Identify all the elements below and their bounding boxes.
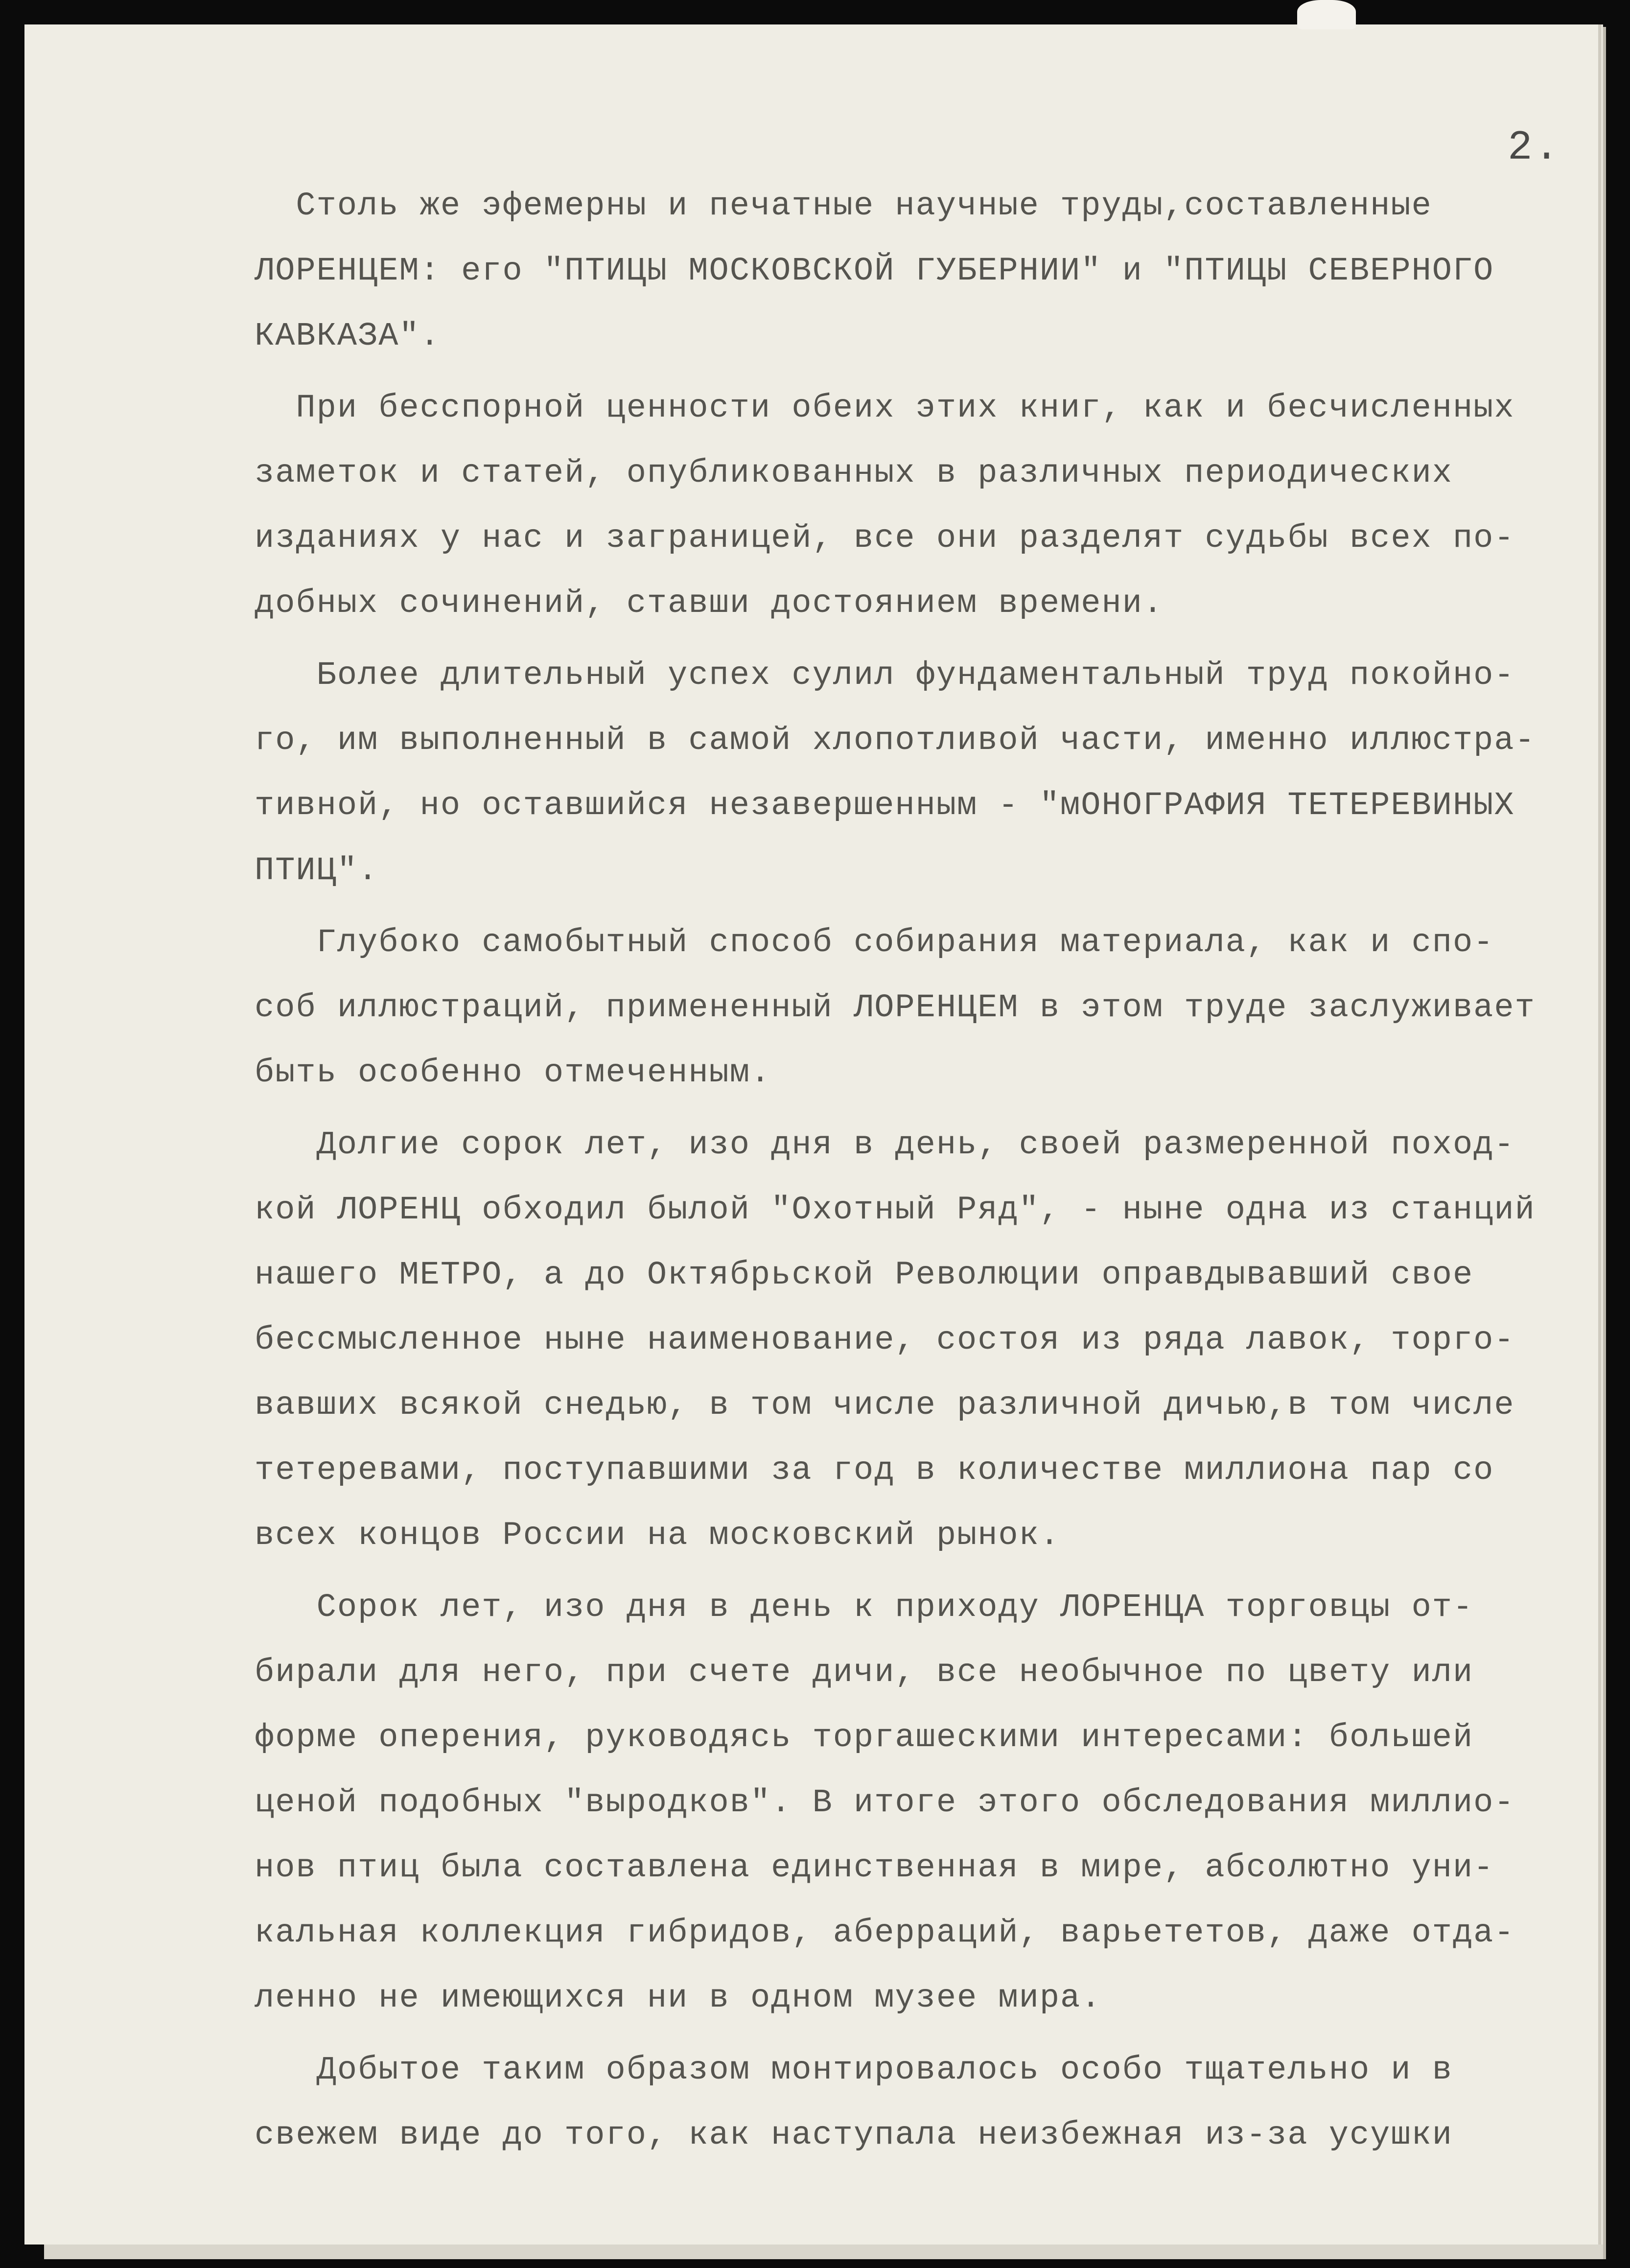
paper-clip-mark [1297, 0, 1356, 29]
text-line: го, им выполненный в самой хлопотливой части, именно иллюстра- [255, 722, 1536, 759]
text-line: Столь же эфемерны и печатные научные труды,составленные [255, 187, 1432, 225]
text-line: ценой подобных "выродков". В итоге этого обследования миллио- [255, 1784, 1515, 1822]
text-line: Сорок лет, изо дня в день к приходу ЛОРЕНЦА торговцы от- [255, 1589, 1474, 1626]
body-text [255, 174, 1615, 2168]
text-line: быть особенно отмеченным. [255, 1054, 771, 1092]
text-line: заметок и статей, опубликованных в различных периодических [255, 455, 1453, 492]
text-line: нашего МЕТРО, а до Октябрьской Революции оправдывавший свое [255, 1257, 1474, 1294]
text-line: бессмысленное ныне наименование, состоя из ряда лавок, торго- [255, 1322, 1515, 1359]
text-line: изданиях у нас и заграницей, все они разделят судьбы всех по- [255, 520, 1515, 557]
text-line: Более длительный успех сулил фундаментальный труд покойно- [255, 657, 1515, 694]
text-line: ленно не имеющихся ни в одном музее мира. [255, 1980, 1102, 2017]
text-line: кальная коллекция гибридов, аберраций, варьететов, даже отда- [255, 1915, 1515, 1952]
text-line: Долгие сорок лет, изо дня в день, своей размеренной поход- [255, 1126, 1515, 1164]
text-line: свежем виде до того, как наступала неизбежная из-за усушки [255, 2117, 1453, 2154]
text-line: Добытое таким образом монтировалось особо тщательно и в [255, 2052, 1453, 2089]
text-line: бирали для него, при счете дичи, все необычное по цвету или [255, 1654, 1474, 1691]
text-line: ЛОРЕНЦЕМ: его "ПТИЦЫ МОСКОВСКОЙ ГУБЕРНИИ" и "ПТИЦЫ СЕВЕРНОГО [255, 253, 1494, 290]
text-line: При бесспорной ценности обеих этих книг, как и бесчисленных [255, 390, 1515, 427]
text-line: соб иллюстраций, примененный ЛОРЕНЦЕМ в этом труде заслуживает [255, 989, 1536, 1027]
text-line: КАВКАЗА". [255, 318, 441, 355]
text-line: Глубоко самобытный способ собирания материала, как и спо- [255, 924, 1494, 961]
text-line: кой ЛОРЕНЦ обходил былой "Охотный Ряд", - ныне одна из станций [255, 1192, 1536, 1229]
text-line: нов птиц была составлена единственная в мире, абсолютно уни- [255, 1849, 1494, 1887]
text-line: всех концов России на московский рынок. [255, 1517, 1061, 1554]
text-line: тивной, но оставшийся незавершенным - "мОНОГРАФИЯ ТЕТЕРЕВИНЫХ [255, 787, 1515, 824]
text-line: вавших всякой снедью, в том числе различной дичью,в том числе [255, 1387, 1515, 1424]
text-line: тетеревами, поступавшими за год в количестве миллиона пар со [255, 1452, 1494, 1489]
page-number: 2. [1508, 125, 1561, 171]
text-line: добных сочинений, ставши достоянием времени. [255, 585, 1164, 622]
text-line: ПТИЦ". [255, 852, 379, 889]
text-line: форме оперения, руководясь торгашескими интересами: большей [255, 1719, 1474, 1756]
